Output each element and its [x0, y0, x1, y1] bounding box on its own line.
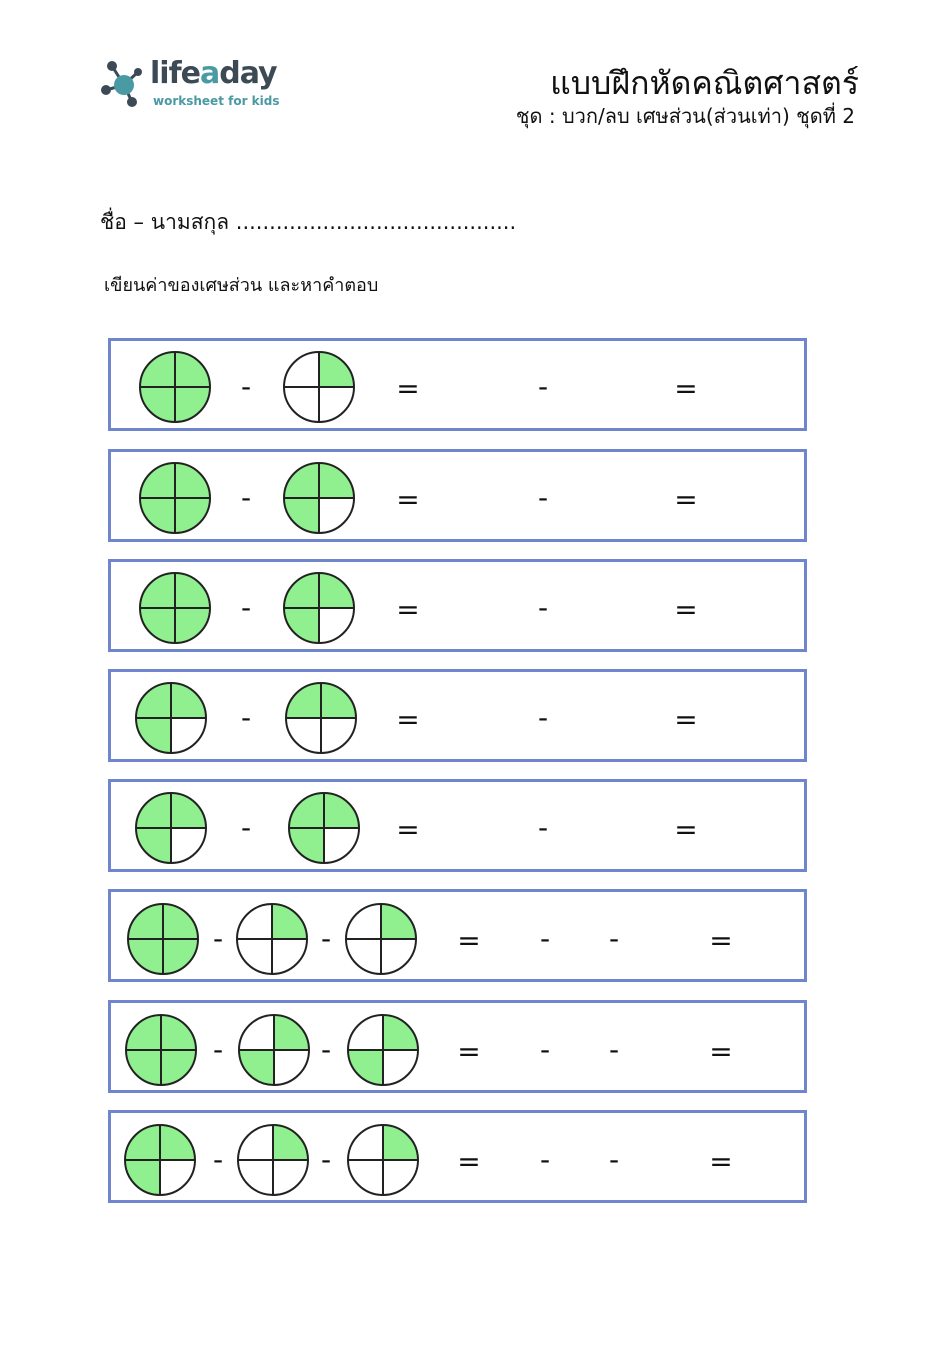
fraction-circle	[136, 683, 206, 753]
logo-molecule-icon	[98, 58, 150, 108]
problem-row-6	[108, 889, 807, 982]
equals-sign: =	[709, 1035, 733, 1068]
fraction-circle	[284, 352, 354, 422]
equals-sign: =	[674, 813, 698, 846]
equals-sign: =	[457, 1145, 481, 1178]
fraction-circle	[346, 904, 416, 974]
equals-sign: =	[674, 372, 698, 405]
minus-sign: -	[240, 481, 252, 514]
fraction-circle	[284, 463, 354, 533]
equals-sign: =	[674, 703, 698, 736]
minus-sign: -	[320, 1033, 332, 1066]
fraction-circle	[348, 1125, 418, 1195]
fraction-circle	[140, 463, 210, 533]
minus-sign: -	[212, 1033, 224, 1066]
fraction-circle	[239, 1015, 309, 1085]
fraction-circle	[140, 352, 210, 422]
problem-row-3	[108, 559, 807, 652]
equals-sign: =	[396, 593, 420, 626]
logo-tagline: worksheet for kids	[153, 94, 280, 108]
minus-sign: -	[320, 1143, 332, 1176]
instruction-text: เขียนค่าของเศษส่วน และหาคำตอบ	[104, 275, 379, 296]
problem-row-4	[108, 669, 807, 762]
fraction-circle	[289, 793, 359, 863]
minus-sign: -	[537, 481, 549, 514]
problem-row-5	[108, 779, 807, 872]
equals-sign: =	[674, 593, 698, 626]
page-title: แบบฝึกหัดคณิตศาสตร์	[550, 64, 859, 102]
minus-sign: -	[212, 922, 224, 955]
minus-sign: -	[608, 922, 620, 955]
minus-sign: -	[539, 1033, 551, 1066]
problem-row-1	[108, 338, 807, 431]
problem-row-7	[108, 1000, 807, 1093]
minus-sign: -	[537, 811, 549, 844]
equals-sign: =	[457, 1035, 481, 1068]
fraction-circle	[140, 573, 210, 643]
equals-sign: =	[709, 924, 733, 957]
equals-sign: =	[674, 483, 698, 516]
fraction-circle	[348, 1015, 418, 1085]
equals-sign: =	[709, 1145, 733, 1178]
minus-sign: -	[608, 1033, 620, 1066]
minus-sign: -	[240, 701, 252, 734]
logo-wordmark: lifeaday	[150, 56, 277, 91]
fraction-circle	[286, 683, 356, 753]
equals-sign: =	[396, 813, 420, 846]
fraction-circle	[238, 1125, 308, 1195]
minus-sign: -	[537, 370, 549, 403]
fraction-circle	[284, 573, 354, 643]
student-name-line: ชื่อ – นามสกุล ..........................................	[100, 210, 517, 234]
minus-sign: -	[320, 922, 332, 955]
problem-row-2	[108, 449, 807, 542]
minus-sign: -	[212, 1143, 224, 1176]
minus-sign: -	[240, 591, 252, 624]
page-subtitle: ชุด : บวก/ลบ เศษส่วน(ส่วนเท่า) ชุดที่ 2	[515, 104, 855, 128]
equals-sign: =	[396, 372, 420, 405]
logo	[98, 56, 298, 116]
minus-sign: -	[537, 591, 549, 624]
minus-sign: -	[539, 922, 551, 955]
equals-sign: =	[396, 483, 420, 516]
equals-sign: =	[457, 924, 481, 957]
minus-sign: -	[539, 1143, 551, 1176]
problem-row-8	[108, 1110, 807, 1203]
fraction-circle	[125, 1125, 195, 1195]
equals-sign: =	[396, 703, 420, 736]
minus-sign: -	[240, 370, 252, 403]
fraction-circle	[126, 1015, 196, 1085]
minus-sign: -	[608, 1143, 620, 1176]
minus-sign: -	[240, 811, 252, 844]
fraction-circle	[136, 793, 206, 863]
fraction-circle	[128, 904, 198, 974]
fraction-circle	[237, 904, 307, 974]
minus-sign: -	[537, 701, 549, 734]
